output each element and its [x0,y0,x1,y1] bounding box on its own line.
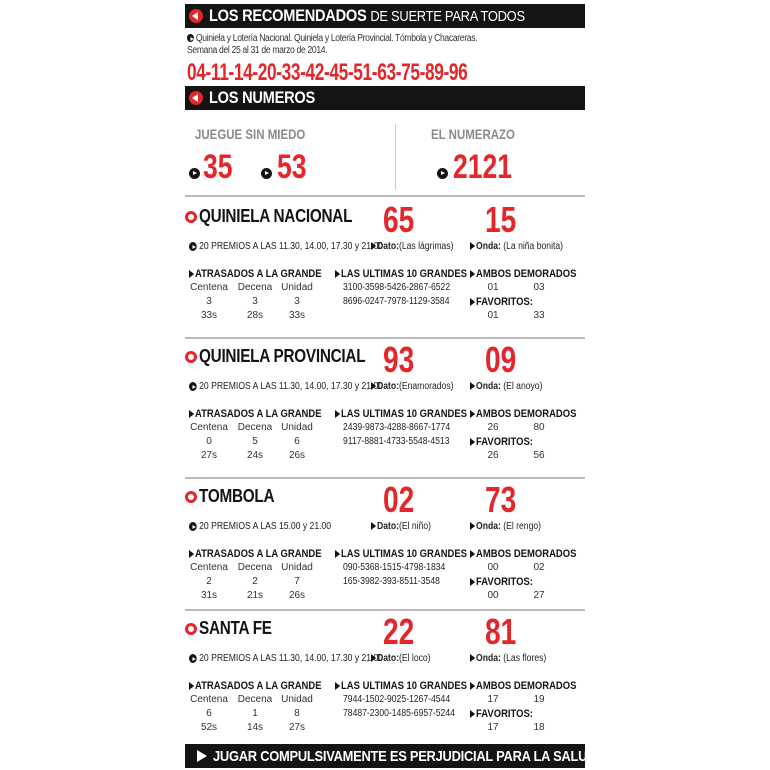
arrow-right-icon [189,682,194,690]
decena-weeks: 28s [246,310,264,321]
atrasados-label: ATRASADOS A LA GRANDE [189,268,322,280]
decena-weeks: 14s [246,722,264,733]
favoritos-value-1: 26 [487,450,499,461]
section-title: QUINIELA PROVINCIAL [185,346,395,367]
col-header-unidad: Unidad [281,694,313,705]
arrow-right-icon [189,410,194,418]
premios-line: 20 PREMIOS A LAS 11.30, 14.00, 17.30 y 21.00 [189,241,383,252]
col-header-centena: Centena [190,282,228,293]
col-header-unidad: Unidad [281,562,313,573]
ambos-value-1: 00 [487,562,499,573]
centena-weeks: 27s [200,450,218,461]
favoritos-value-2: 18 [533,722,545,733]
col-header-unidad: Unidad [281,422,313,433]
arrow-left-icon [185,211,197,223]
ultimas-line-1: 2439-9873-4288-8667-1774 [343,422,451,433]
col-header-centena: Centena [190,562,228,573]
dato-number: 02 [383,479,415,520]
arrow-left-icon [189,9,203,23]
play-icon [261,168,272,179]
arrow-right-icon [189,550,194,558]
col-header-decena: Decena [237,694,273,705]
dato-line: Dato:(El niño) [371,521,431,532]
arrow-left-icon [185,623,197,635]
atrasados-label: ATRASADOS A LA GRANDE [189,548,322,560]
unidad-weeks: 26s [288,450,306,461]
decena-weeks: 24s [246,450,264,461]
col-header-centena: Centena [190,422,228,433]
play-icon [437,168,448,179]
centena-value: 0 [206,436,212,447]
juegue-n1: 35 [203,148,233,186]
ultimas-label: LAS ULTIMAS 10 GRANDES [335,268,467,280]
divider [395,124,396,190]
favoritos-label: FAVORITOS: [470,576,533,588]
ultimas-label: LAS ULTIMAS 10 GRANDES [335,408,467,420]
onda-number: 73 [485,479,517,520]
onda-number: 15 [485,199,517,240]
play-icon [189,654,197,663]
arrow-right-icon [470,410,475,418]
favoritos-value-2: 56 [533,450,545,461]
centena-value: 3 [206,296,212,307]
unidad-value: 3 [294,296,300,307]
play-icon [189,522,197,531]
ambos-value-2: 03 [533,282,545,293]
ultimas-line-2: 165-3982-393-8511-3548 [343,576,440,587]
dato-line: Dato:(Enamorados) [371,381,453,392]
arrow-left-icon [185,491,197,503]
dato-line: Dato:(Las lágrimas) [371,241,453,252]
ultimas-line-2: 9117-8881-4733-5548-4513 [343,436,450,447]
play-icon [197,750,207,762]
arrow-left-icon [185,351,197,363]
ambos-value-2: 19 [533,694,545,705]
arrow-right-icon [189,270,194,278]
ambos-label: AMBOS DEMORADOS [470,548,576,560]
ambos-label: AMBOS DEMORADOS [470,408,576,420]
dato-line: Dato:(El loco) [371,653,431,664]
premios-line: 20 PREMIOS A LAS 11.30, 14.00, 17.30 y 21.00 [189,381,383,392]
favoritos-value-2: 33 [533,310,545,321]
arrow-right-icon [470,682,475,690]
section-title: SANTA FE [185,618,285,639]
decena-value: 2 [252,576,258,587]
decena-value: 1 [252,708,258,719]
centena-weeks: 31s [200,590,218,601]
onda-number: 09 [485,339,517,380]
arrow-right-icon [470,438,475,446]
arrow-right-icon [470,710,475,718]
col-header-decena: Decena [237,562,273,573]
arrow-right-icon [371,242,376,250]
unidad-weeks: 27s [288,722,306,733]
atrasados-label: ATRASADOS A LA GRANDE [189,408,322,420]
favoritos-label: FAVORITOS: [470,436,533,448]
arrow-right-icon [335,682,340,690]
favoritos-label: FAVORITOS: [470,708,533,720]
col-header-decena: Decena [237,422,273,433]
centena-weeks: 33s [200,310,218,321]
unidad-weeks: 33s [288,310,306,321]
arrow-right-icon [371,654,376,662]
col-header-centena: Centena [190,694,228,705]
ambos-label: AMBOS DEMORADOS [470,680,576,692]
section-title: TOMBOLA [185,486,288,507]
ultimas-label: LAS ULTIMAS 10 GRANDES [335,548,467,560]
play-icon [189,382,197,391]
arrow-right-icon [335,550,340,558]
favoritos-label: FAVORITOS: [470,296,533,308]
arrow-right-icon [470,578,475,586]
arrow-right-icon [470,522,475,530]
onda-line: Onda: (La niña bonita) [470,241,563,252]
section-title: QUINIELA NACIONAL [185,206,379,227]
arrow-right-icon [470,654,475,662]
ultimas-line-2: 8696-0247-7978-1129-3584 [343,296,450,307]
recommended-numbers: 04-11-14-20-33-42-45-51-63-75-89-96 [187,59,468,86]
ambos-value-2: 02 [533,562,545,573]
unidad-value: 8 [294,708,300,719]
atrasados-label: ATRASADOS A LA GRANDE [189,680,322,692]
juegue-n2: 53 [277,148,307,186]
numerazo-title: EL NUMERAZO [431,126,515,142]
ambos-value-1: 26 [487,422,499,433]
premios-line: 20 PREMIOS A LAS 11.30, 14.00, 17.30 y 21.00 [189,653,383,664]
favoritos-value-1: 01 [487,310,499,321]
onda-number: 81 [485,611,517,652]
ultimas-line-2: 78487-2300-1485-6957-5244 [343,708,455,719]
dato-number: 93 [383,339,415,380]
favoritos-value-1: 17 [487,722,499,733]
numerazo-n: 2121 [453,148,512,186]
arrow-right-icon [470,382,475,390]
arrow-right-icon [470,550,475,558]
favoritos-value-1: 00 [487,590,499,601]
ambos-value-2: 80 [533,422,545,433]
premios-line: 20 PREMIOS A LAS 15.00 y 21.00 [189,521,331,532]
intro-line1: Quiniela y Lotería Nacional. Quiniela y Lotería Provincial. Tómbola y Chacareras. [195,33,478,44]
arrow-right-icon [371,382,376,390]
unidad-weeks: 26s [288,590,306,601]
footer-text: JUGAR COMPULSIVAMENTE ES PERJUDICIAL PARA LA SALUD [213,747,597,765]
play-icon [187,34,194,42]
play-icon [189,168,200,179]
unidad-value: 6 [294,436,300,447]
intro-line2: Semana del 25 al 31 de marzo de 2014. [187,45,328,56]
divider [185,195,585,197]
centena-weeks: 52s [200,722,218,733]
decena-value: 3 [252,296,258,307]
arrow-right-icon [335,270,340,278]
arrow-right-icon [371,522,376,530]
arrow-right-icon [335,410,340,418]
col-header-decena: Decena [237,282,273,293]
play-icon [189,242,197,251]
unidad-value: 7 [294,576,300,587]
centena-value: 2 [206,576,212,587]
footer-bar [185,744,597,768]
arrow-left-icon [189,91,203,105]
arrow-right-icon [470,298,475,306]
ultimas-line-1: 3100-3598-5426-2867-6522 [343,282,451,293]
onda-line: Onda: (Las flores) [470,653,546,664]
ultimas-line-1: 090-5368-1515-4798-1834 [343,562,446,573]
dato-number: 22 [383,611,415,652]
decena-weeks: 21s [246,590,264,601]
ambos-label: AMBOS DEMORADOS [470,268,576,280]
ambos-value-1: 17 [487,694,499,705]
numbers-bar [185,86,585,110]
onda-line: Onda: (El anoyo) [470,381,542,392]
lottery-sheet [185,0,597,770]
numbers-header: LOS NUMEROS [209,88,316,107]
header-bold: LOS RECOMENDADOS [209,6,367,25]
juegue-title: JUEGUE SIN MIEDO [195,126,306,142]
favoritos-value-2: 27 [533,590,545,601]
arrow-right-icon [470,242,475,250]
decena-value: 5 [252,436,258,447]
header-bar [185,4,585,28]
header-light: DE SUERTE PARA TODOS [370,8,525,25]
centena-value: 6 [206,708,212,719]
arrow-right-icon [470,270,475,278]
ultimas-label: LAS ULTIMAS 10 GRANDES [335,680,467,692]
col-header-unidad: Unidad [281,282,313,293]
ultimas-line-1: 7944-1502-9025-1267-4544 [343,694,451,705]
onda-line: Onda: (El rengo) [470,521,541,532]
ambos-value-1: 01 [487,282,499,293]
dato-number: 65 [383,199,415,240]
